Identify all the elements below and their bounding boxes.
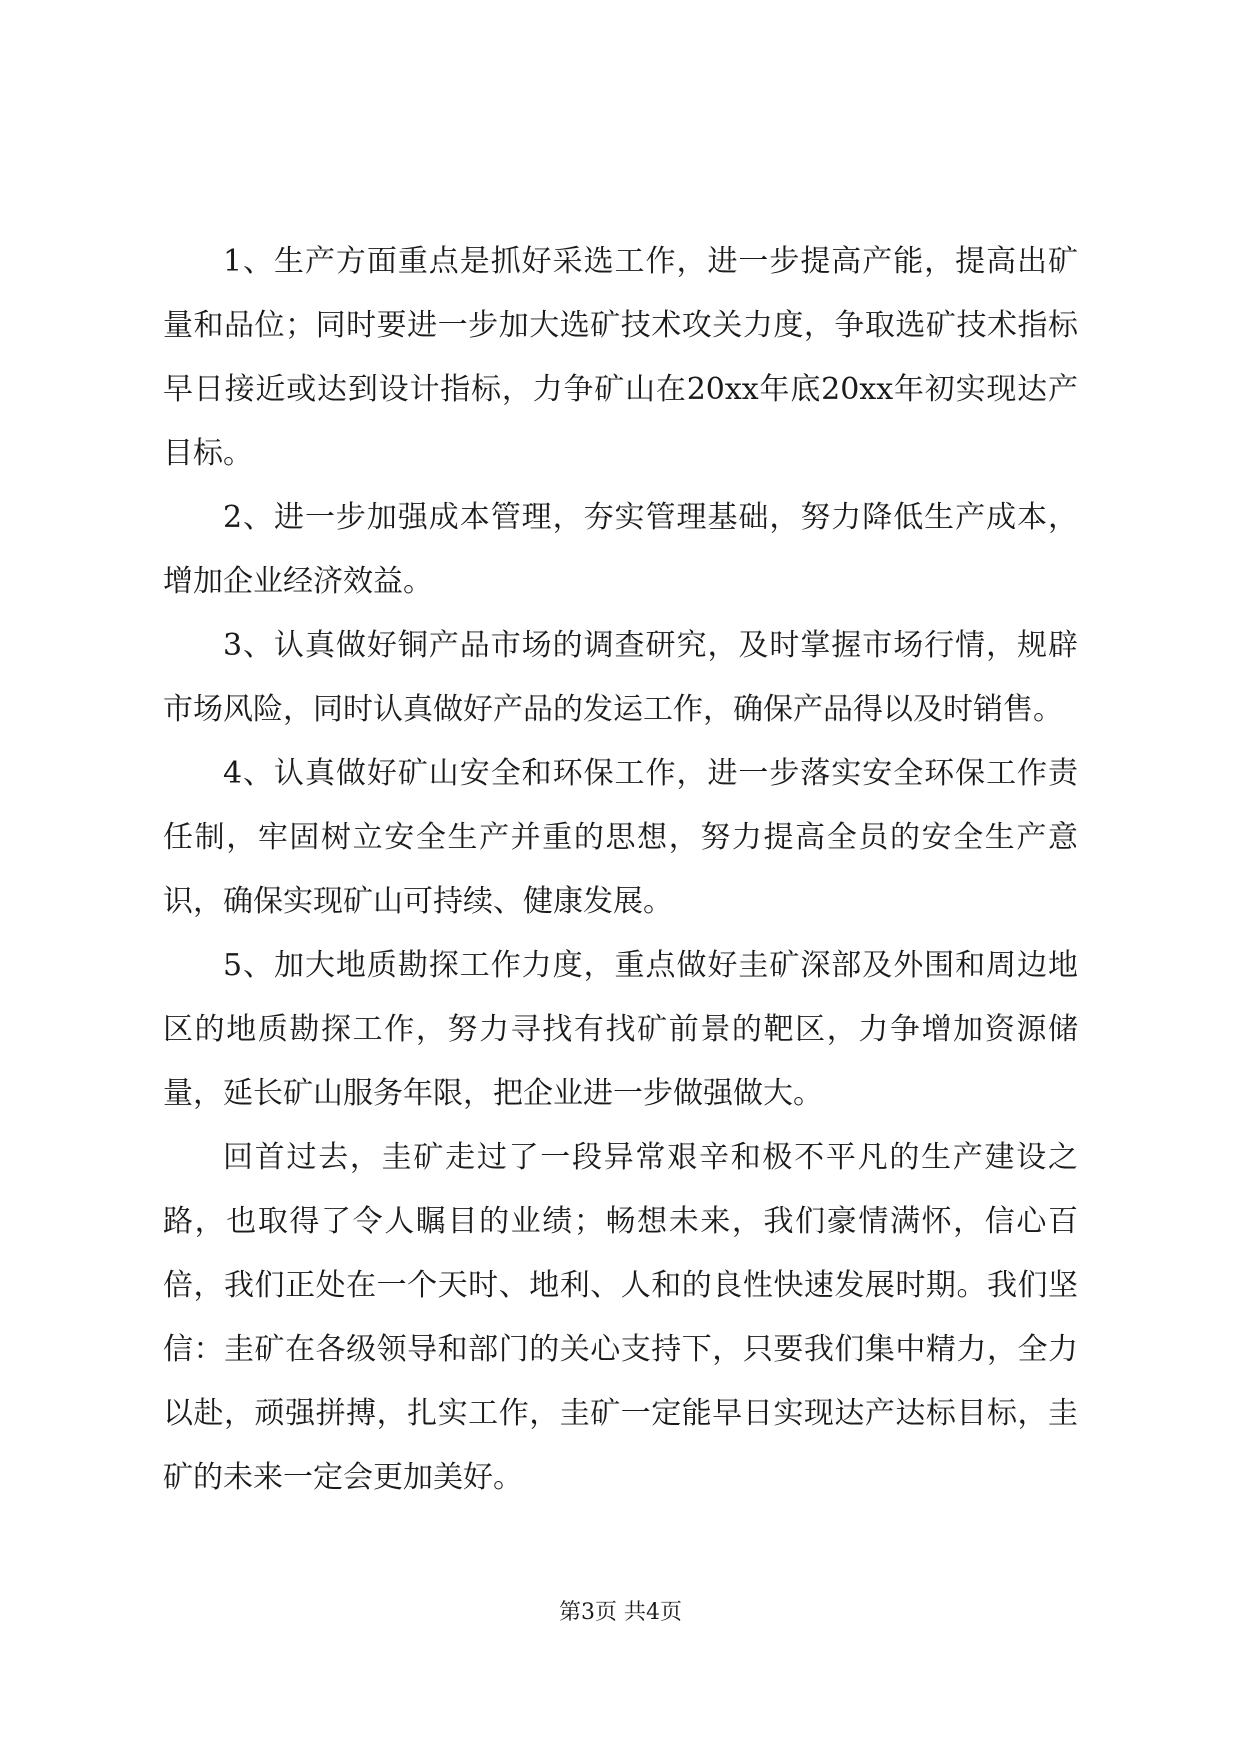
document-body xyxy=(163,230,1078,1510)
paragraph-market-research: 3、认真做好铜产品市场的调查研究，及时掌握市场行情，规辟市场风险，同时认真做好产品的发运工作，确保产品得以及时销售。 xyxy=(163,628,1078,727)
paragraph-cost-management: 2、进一步加强成本管理，夯实管理基础，努力降低生产成本，增加企业经济效益。 xyxy=(163,500,1078,599)
paragraph-conclusion: 回首过去，圭矿走过了一段异常艰辛和极不平凡的生产建设之路，也取得了令人瞩目的业绩；畅想未来，我们豪情满怀，信心百倍，我们正处在一个天时、地利、人和的良性快速发展时期。我们坚信：圭矿在各级领导和部门的关心支持下，只要我们集中精力，全力以赴，顽强拼搏，扎实工作，圭矿一定能早日实现达产达标目标，圭矿的未来一定会更加美好。 xyxy=(163,1140,1078,1495)
page-number-footer: 第3页 共4页 xyxy=(559,1600,682,1625)
paragraph-production-goal: 1、生产方面重点是抓好采选工作，进一步提高产能，提高出矿量和品位；同时要进一步加大选矿技术攻关力度，争取选矿技术指标早日接近或达到设计指标，力争矿山在20xx年底20xx年初实现达产目标。 xyxy=(163,244,1078,471)
paragraph-geological-exploration: 5、加大地质勘探工作力度，重点做好圭矿深部及外围和周边地区的地质勘探工作，努力寻找有找矿前景的靶区，力争增加资源储量，延长矿山服务年限，把企业进一步做强做大。 xyxy=(163,948,1078,1111)
paragraph-safety-environment: 4、认真做好矿山安全和环保工作，进一步落实安全环保工作责任制，牢固树立安全生产并重的思想，努力提高全员的安全生产意识，确保实现矿山可持续、健康发展。 xyxy=(163,756,1078,919)
